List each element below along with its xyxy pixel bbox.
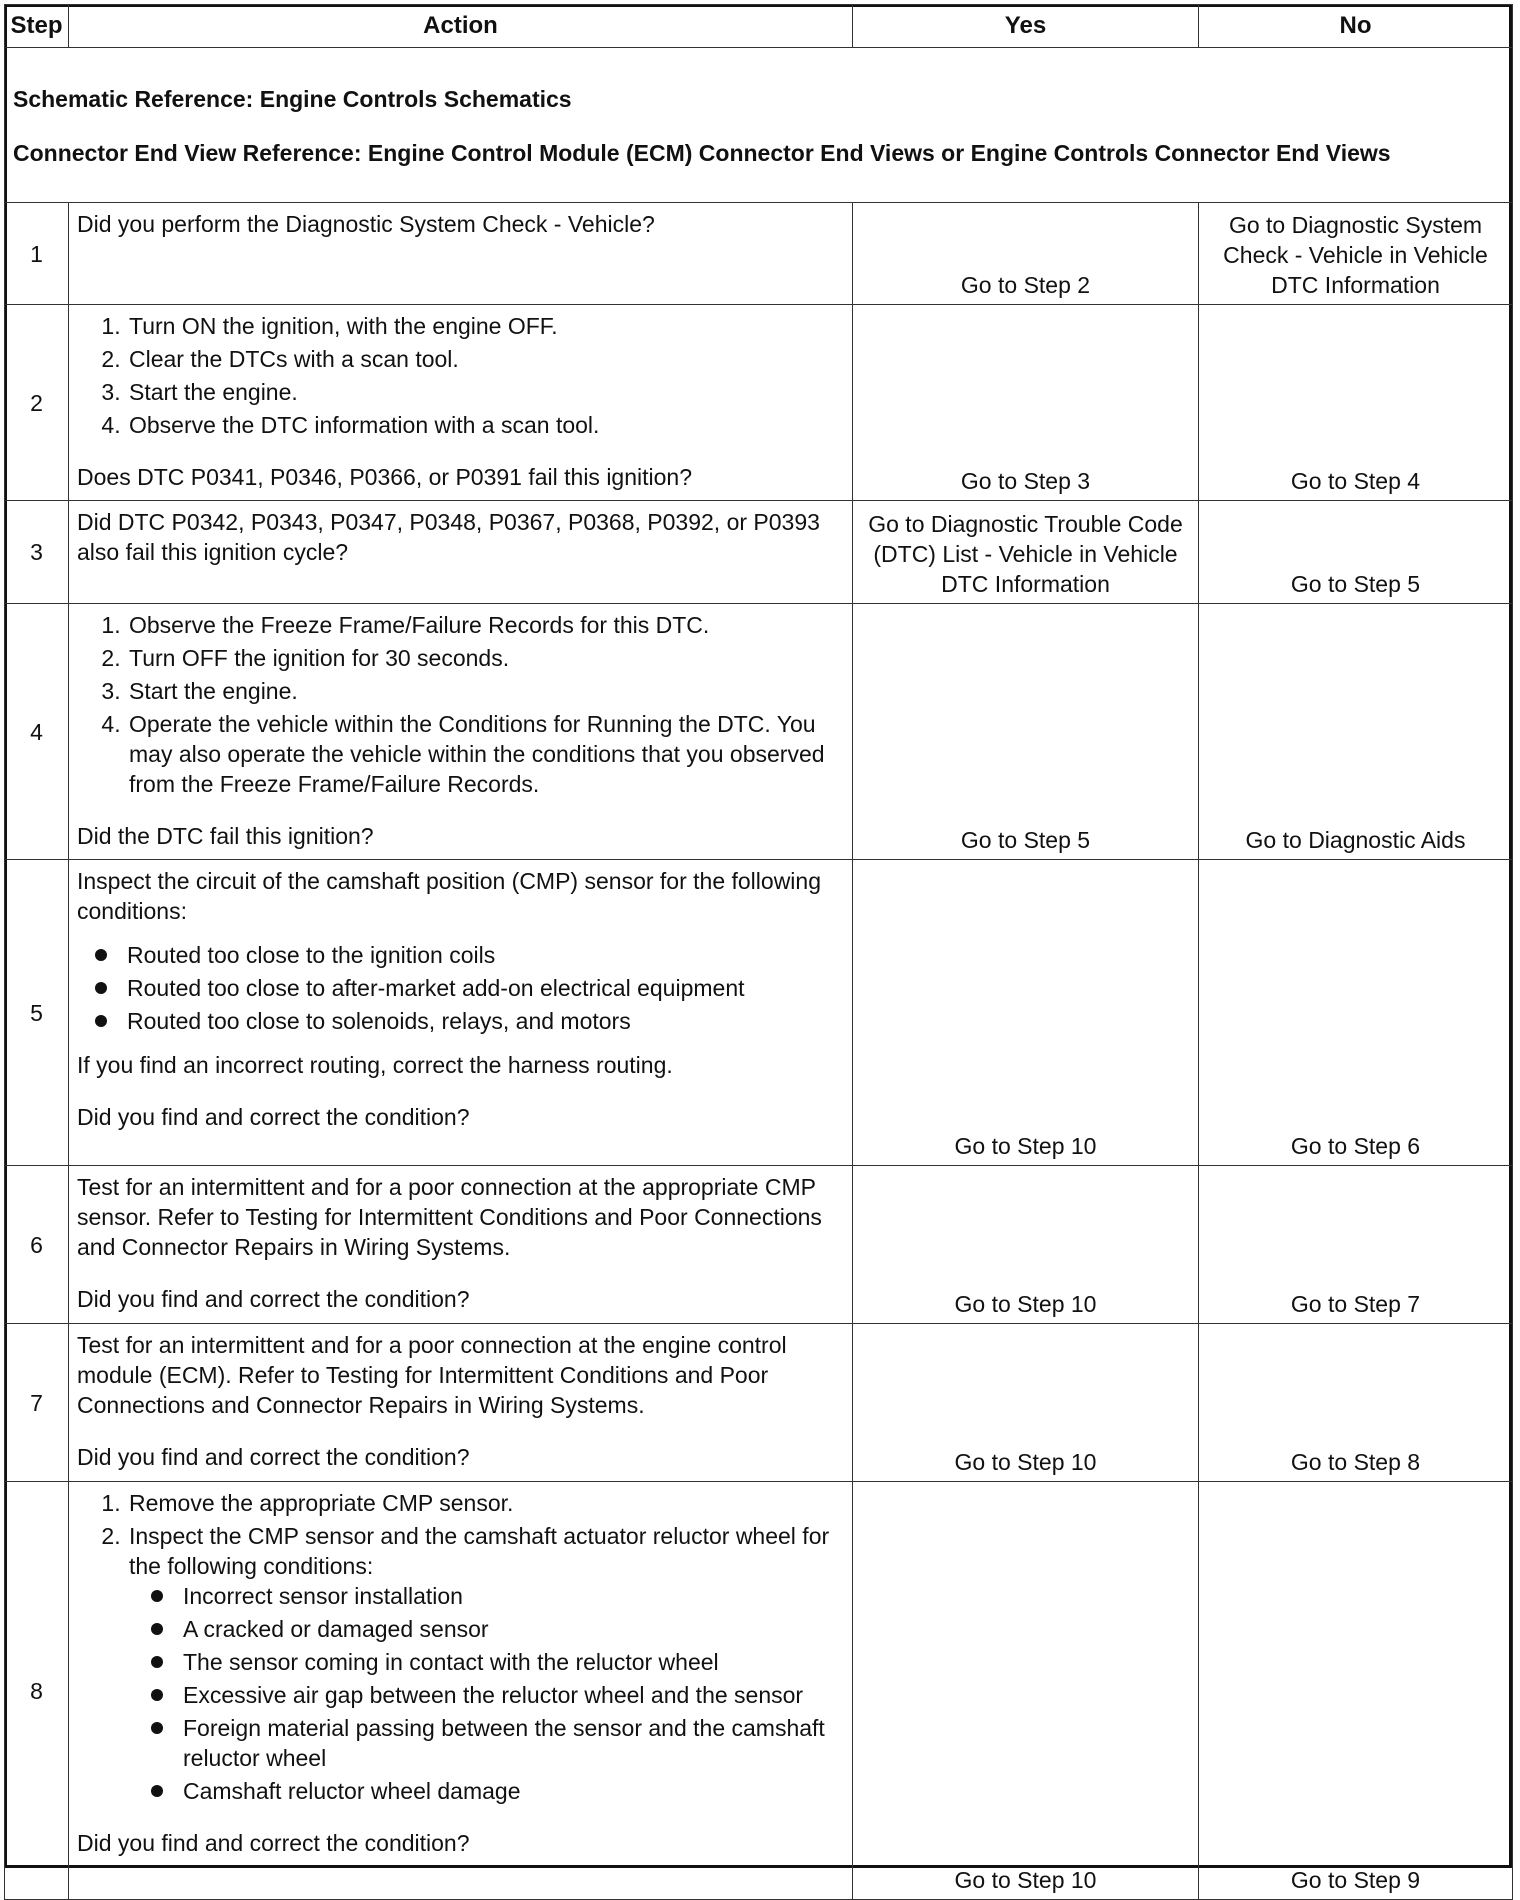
list-item: 4. Operate the vehicle within the Conditions for Running the DTC. You may also operate the vehicle within the conditions that you observed from the Freeze Frame/Failure Records. [127,709,844,799]
action-cell [69,1166,853,1324]
action-cell [69,1482,853,1900]
list-item: 1. Observe the Freeze Frame/Failure Records for this DTC. [127,610,844,640]
list-item: 3. Start the engine. [127,377,844,407]
action-cell [69,501,853,604]
table-row [5,501,1513,604]
table-row [5,305,1513,501]
action-question: Did the DTC fail this ignition? [77,823,374,849]
list-item: The sensor coming in contact with the reluctor wheel [181,1647,844,1677]
yes-result: Go to Step 2 [853,203,1199,305]
yes-result: Go to Diagnostic Trouble Code (DTC) List - Vehicle in Vehicle DTC Information [853,501,1199,604]
list-item: Routed too close to the ignition coils [127,940,844,970]
list-item: 4. Observe the DTC information with a scan tool. [127,410,844,440]
step-number: 4 [5,604,69,860]
action-cell [69,203,853,305]
reference-row [5,48,1513,203]
list-item: 2. Clear the DTCs with a scan tool. [127,344,844,374]
no-result: Go to Diagnostic Aids [1199,604,1513,860]
action-question: Did you perform the Diagnostic System Check - Vehicle? [77,211,655,237]
action-question: Did DTC P0342, P0343, P0347, P0348, P0367, P0368, P0392, or P0393 also fail this ignition cycle? [77,509,820,565]
yes-result: Go to Step 10 [853,860,1199,1166]
step-number: 5 [5,860,69,1166]
no-result: Go to Step 4 [1199,305,1513,501]
no-result: Go to Step 6 [1199,860,1513,1166]
step-number: 2 [5,305,69,501]
action-question: Did you find and correct the condition? [77,1830,470,1856]
condition-list [77,940,844,1036]
yes-result: Go to Step 10 [853,1482,1199,1900]
action-cell [69,860,853,1166]
action-intro: Inspect the circuit of the camshaft position (CMP) sensor for the following conditions: [77,868,821,924]
table-row [5,1482,1513,1900]
list-item: Incorrect sensor installation [181,1581,844,1611]
step-number: 8 [5,1482,69,1900]
action-question: Did you find and correct the condition? [77,1444,470,1470]
no-result: Go to Step 7 [1199,1166,1513,1324]
step-number: 7 [5,1324,69,1482]
reference-cell [5,48,1513,203]
header-no: No [1199,5,1513,48]
action-cell [69,604,853,860]
list-item [127,1521,844,1806]
header-step: Step [5,5,69,48]
list-item: Routed too close to solenoids, relays, and motors [127,1006,844,1036]
table-row [5,203,1513,305]
procedure-list [77,311,844,440]
list-item-text: Inspect the CMP sensor and the camshaft actuator reluctor wheel for the following conditions: [129,1523,830,1579]
step-number: 3 [5,501,69,604]
list-item: Camshaft reluctor wheel damage [181,1776,844,1806]
list-item: 1. Turn ON the ignition, with the engine OFF. [127,311,844,341]
action-question: Does DTC P0341, P0346, P0366, or P0391 fail this ignition? [77,464,692,490]
step-number: 6 [5,1166,69,1324]
step-number: 1 [5,203,69,305]
header-action: Action [69,5,853,48]
schematic-reference: Schematic Reference: Engine Controls Schematics [13,86,572,112]
list-item: A cracked or damaged sensor [181,1614,844,1644]
no-result: Go to Step 5 [1199,501,1513,604]
list-item: 3. Start the engine. [127,676,844,706]
yes-result: Go to Step 10 [853,1166,1199,1324]
list-item: Foreign material passing between the sensor and the camshaft reluctor wheel [181,1713,844,1773]
action-intro: Test for an intermittent and for a poor connection at the engine control module (ECM). Refer to Testing for Intermittent Conditions and Poor Connections and Connector Repairs in Wiring Systems. [77,1332,787,1418]
action-note: If you find an incorrect routing, correct the harness routing. [77,1052,673,1078]
header-yes: Yes [853,5,1199,48]
table-row [5,604,1513,860]
table-row [5,860,1513,1166]
procedure-list [77,610,844,799]
list-item: Routed too close to after-market add-on electrical equipment [127,973,844,1003]
list-item: 2. Turn OFF the ignition for 30 seconds. [127,643,844,673]
action-cell [69,1324,853,1482]
no-result: Go to Diagnostic System Check - Vehicle in Vehicle DTC Information [1199,203,1513,305]
list-item: Excessive air gap between the reluctor wheel and the sensor [181,1680,844,1710]
table-row [5,1324,1513,1482]
action-question: Did you find and correct the condition? [77,1104,470,1130]
procedure-list [77,1488,844,1806]
table-row [5,1166,1513,1324]
yes-result: Go to Step 3 [853,305,1199,501]
no-result: Go to Step 9 [1199,1482,1513,1900]
action-question: Did you find and correct the condition? [77,1286,470,1312]
action-cell [69,305,853,501]
no-result: Go to Step 8 [1199,1324,1513,1482]
diagnostic-table [4,4,1513,1900]
yes-result: Go to Step 10 [853,1324,1199,1482]
condition-sublist [129,1581,844,1806]
connector-reference: Connector End View Reference: Engine Control Module (ECM) Connector End Views or Engine Controls Connector End Views [13,140,1391,166]
action-intro: Test for an intermittent and for a poor connection at the appropriate CMP sensor. Refer to Testing for Intermittent Conditions and Poor Connections and Connector Repairs in Wiring Systems. [77,1174,822,1260]
list-item: 1. Remove the appropriate CMP sensor. [127,1488,844,1518]
table-header-row [5,5,1513,48]
yes-result: Go to Step 5 [853,604,1199,860]
